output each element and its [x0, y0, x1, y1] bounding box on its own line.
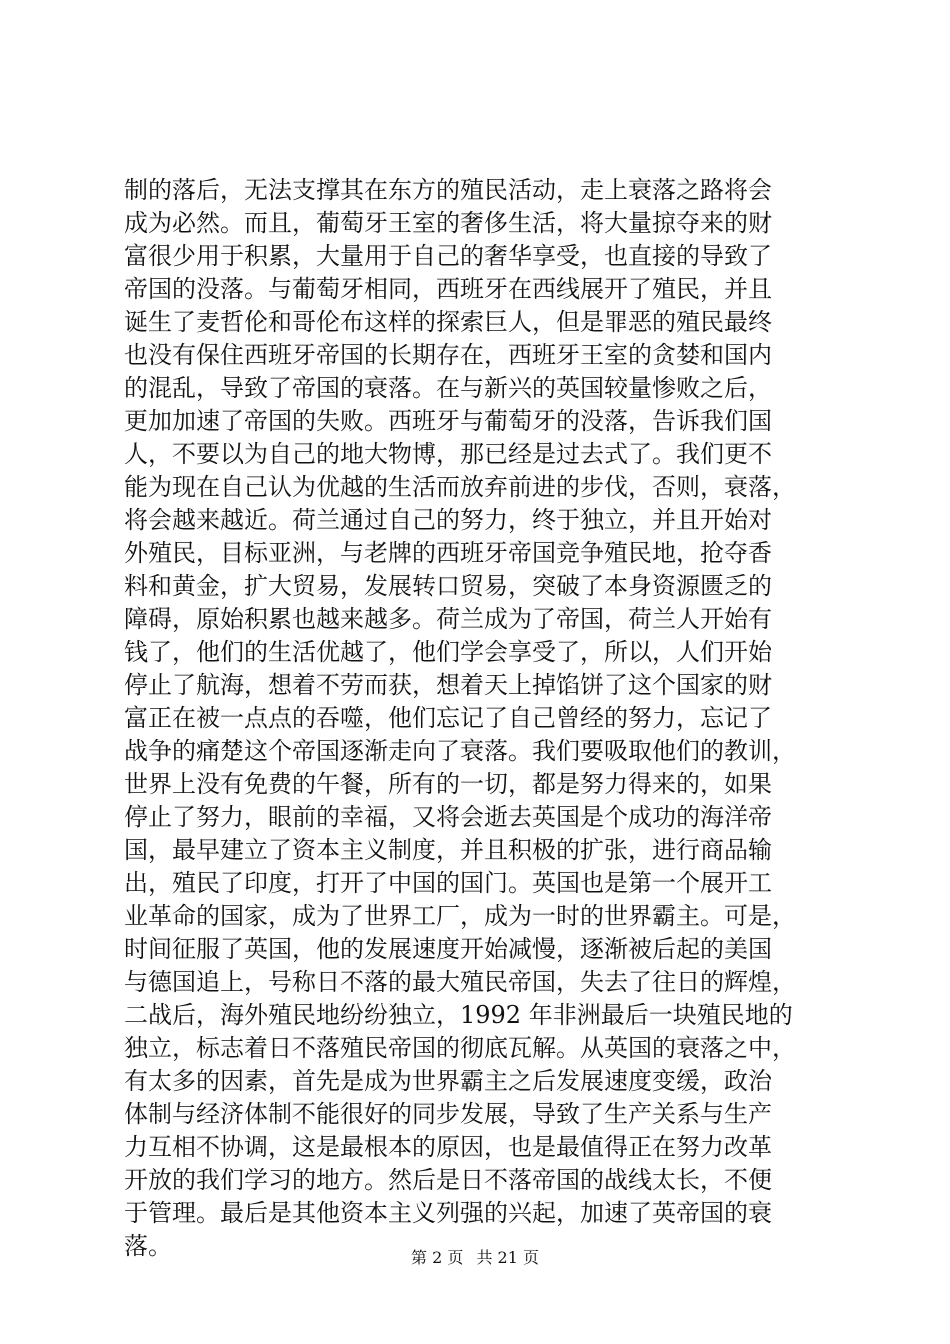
text-line: 富很少用于积累，大量用于自己的奢华享受，也直接的导致了	[124, 242, 772, 270]
text-line: 与德国追上，号称日不落的最大殖民帝国，失去了往日的辉煌，	[124, 968, 796, 996]
text-line: 富正在被一点点的吞噬，他们忘记了自己曾经的努力，忘记了	[124, 704, 772, 732]
text-line: 时间征服了英国，他的发展速度开始减慢，逐渐被后起的美国	[124, 935, 772, 963]
page-number: 第 2 页	[411, 1248, 464, 1267]
text-line: 将会越来越近。荷兰通过自己的努力，终于独立，并且开始对	[124, 506, 772, 534]
page-total: 共 21 页	[476, 1248, 539, 1267]
text-line: 出，殖民了印度，打开了中国的国门。英国也是第一个展开工	[124, 869, 772, 897]
text-line: 成为必然。而且，葡萄牙王室的奢侈生活，将大量掠夺来的财	[124, 209, 772, 237]
text-line: 停止了努力，眼前的幸福，又将会逝去英国是个成功的海洋帝	[124, 803, 772, 831]
text-line: 人，不要以为自己的地大物博，那已经是过去式了。我们更不	[124, 440, 772, 468]
text-line: 独立，标志着日不落殖民帝国的彻底瓦解。从英国的衰落之中，	[124, 1034, 796, 1062]
text-line: 落。	[124, 1232, 172, 1260]
page-footer	[0, 1248, 950, 1268]
text-line: 料和黄金，扩大贸易，发展转口贸易，突破了本身资源匮乏的	[124, 572, 772, 600]
text-line: 国，最早建立了资本主义制度，并且积极的扩张，进行商品输	[124, 836, 772, 864]
text-line: 开放的我们学习的地方。然后是日不落帝国的战线太长，不便	[124, 1166, 772, 1194]
text-line: 二战后，海外殖民地纷纷独立，1992 年非洲最后一块殖民地的	[124, 1001, 793, 1029]
text-line: 于管理。最后是其他资本主义列强的兴起，加速了英帝国的衰	[124, 1199, 772, 1227]
text-line: 的混乱，导致了帝国的衰落。在与新兴的英国较量惨败之后，	[124, 374, 772, 402]
text-line: 帝国的没落。与葡萄牙相同，西班牙在西线展开了殖民，并且	[124, 275, 772, 303]
text-line: 体制与经济体制不能很好的同步发展，导致了生产关系与生产	[124, 1100, 772, 1128]
text-line: 障碍，原始积累也越来越多。荷兰成为了帝国，荷兰人开始有	[124, 605, 772, 633]
body-text	[124, 174, 844, 1263]
text-line: 外殖民，目标亚洲，与老牌的西班牙帝国竞争殖民地，抢夺香	[124, 539, 772, 567]
text-line: 有太多的因素，首先是成为世界霸主之后发展速度变缓，政治	[124, 1067, 772, 1095]
text-line: 能为现在自己认为优越的生活而放弃前进的步伐，否则，衰落，	[124, 473, 796, 501]
text-line: 钱了，他们的生活优越了，他们学会享受了，所以，人们开始	[124, 638, 772, 666]
text-line: 也没有保住西班牙帝国的长期存在，西班牙王室的贪婪和国内	[124, 341, 772, 369]
text-line: 世界上没有免费的午餐，所有的一切，都是努力得来的，如果	[124, 770, 772, 798]
text-line: 更加加速了帝国的失败。西班牙与葡萄牙的没落，告诉我们国	[124, 407, 772, 435]
text-line: 停止了航海，想着不劳而获，想着天上掉馅饼了这个国家的财	[124, 671, 772, 699]
text-line: 诞生了麦哲伦和哥伦布这样的探索巨人，但是罪恶的殖民最终	[124, 308, 772, 336]
text-line: 力互相不协调，这是最根本的原因，也是最值得正在努力改革	[124, 1133, 772, 1161]
text-line: 业革命的国家，成为了世界工厂，成为一时的世界霸主。可是，	[124, 902, 796, 930]
text-line: 制的落后，无法支撑其在东方的殖民活动，走上衰落之路将会	[124, 176, 772, 204]
text-line: 战争的痛楚这个帝国逐渐走向了衰落。我们要吸取他们的教训，	[124, 737, 796, 765]
